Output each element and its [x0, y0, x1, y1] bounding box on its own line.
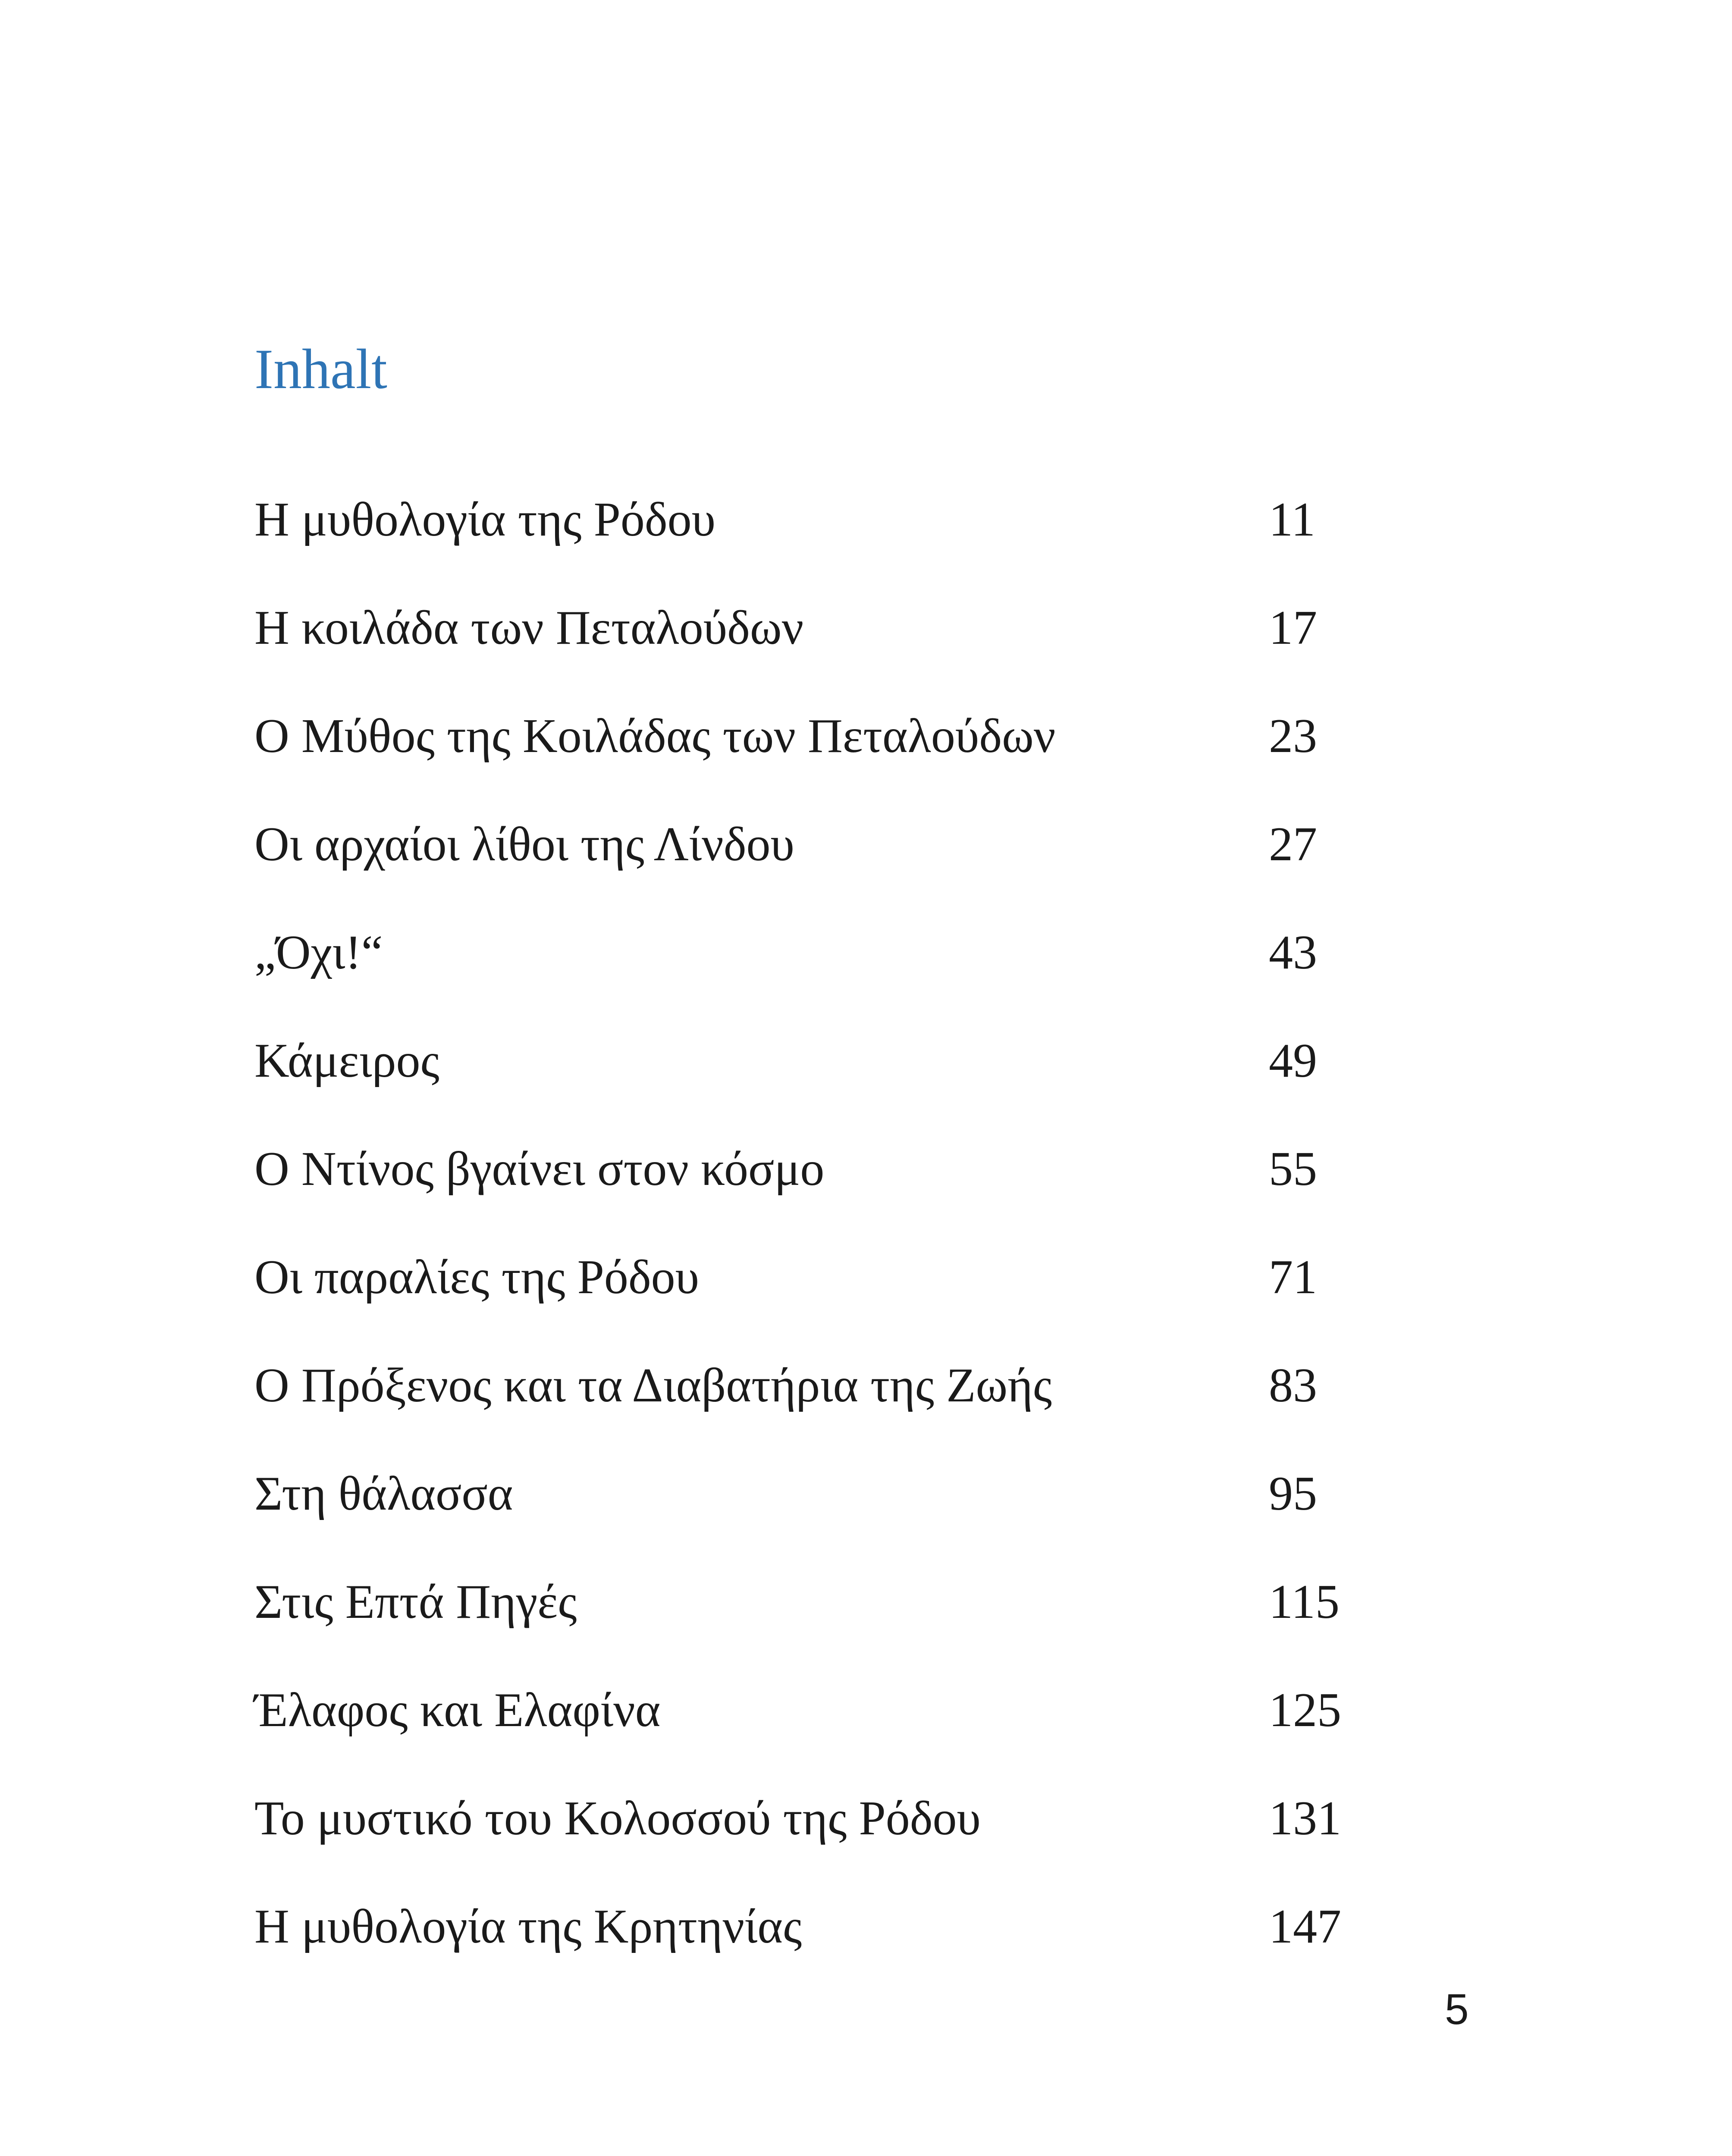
page-number: 5	[1445, 1985, 1469, 2034]
toc-entry	[254, 1249, 1376, 1357]
toc-entry	[254, 492, 1376, 600]
toc-entry-page: 131	[1269, 1792, 1341, 1845]
toc-entry-title: Ο Πρόξενος και τα Διαβατήρια της Ζωής	[254, 1359, 1052, 1412]
toc-entry-page: 95	[1269, 1467, 1317, 1520]
toc-entry-page: 147	[1269, 1900, 1341, 1953]
toc-entry-page: 71	[1269, 1250, 1317, 1304]
toc-entry-title: Οι παραλίες της Ρόδου	[254, 1250, 700, 1304]
toc-entry-title: Στη θάλασσα	[254, 1467, 513, 1520]
toc-entry-page: 23	[1269, 709, 1317, 763]
toc-entry	[254, 1357, 1376, 1466]
toc-entry-title: „Όχι!“	[254, 926, 383, 979]
toc-entry-page: 115	[1269, 1575, 1340, 1629]
toc-entry-page: 17	[1269, 601, 1317, 655]
toc-list	[254, 492, 1376, 2007]
toc-entry	[254, 1682, 1376, 1790]
toc-entry-page: 125	[1269, 1683, 1341, 1737]
toc-entry	[254, 708, 1376, 816]
toc-entry-title: Στις Επτά Πηγές	[254, 1575, 577, 1629]
toc-entry-page: 27	[1269, 818, 1317, 871]
toc-entry-title: Η κοιλάδα των Πεταλούδων	[254, 601, 804, 655]
toc-entry-title: Η μυθολογία της Ρόδου	[254, 493, 716, 546]
toc-entry	[254, 1033, 1376, 1141]
toc-entry	[254, 1466, 1376, 1574]
toc-entry-title: Έλαφος και Ελαφίνα	[254, 1683, 661, 1737]
toc-entry-title: Κάμειρος	[254, 1034, 439, 1087]
toc-entry-title: Ο Ντίνος βγαίνει στον κόσμο	[254, 1142, 825, 1196]
toc-entry	[254, 1790, 1376, 1899]
toc-entry	[254, 816, 1376, 924]
toc-entry	[254, 1899, 1376, 2007]
toc-entry	[254, 1141, 1376, 1249]
toc-entry-title: Ο Μύθος της Κοιλάδας των Πεταλούδων	[254, 709, 1056, 763]
toc-entry-page: 11	[1269, 493, 1315, 546]
toc-entry	[254, 1574, 1376, 1682]
toc-entry-page: 49	[1269, 1034, 1317, 1087]
toc-entry-page: 55	[1269, 1142, 1317, 1196]
toc-entry	[254, 924, 1376, 1033]
toc-entry-title: Οι αρχαίοι λίθοι της Λίνδου	[254, 818, 794, 871]
toc-heading: Inhalt	[254, 337, 387, 401]
toc-entry	[254, 600, 1376, 708]
toc-entry-page: 83	[1269, 1359, 1317, 1412]
toc-entry-title: Η μυθολογία της Κρητηνίας	[254, 1900, 802, 1953]
toc-entry-title: Το μυστικό του Κολοσσού της Ρόδου	[254, 1792, 981, 1845]
toc-entry-page: 43	[1269, 926, 1317, 979]
